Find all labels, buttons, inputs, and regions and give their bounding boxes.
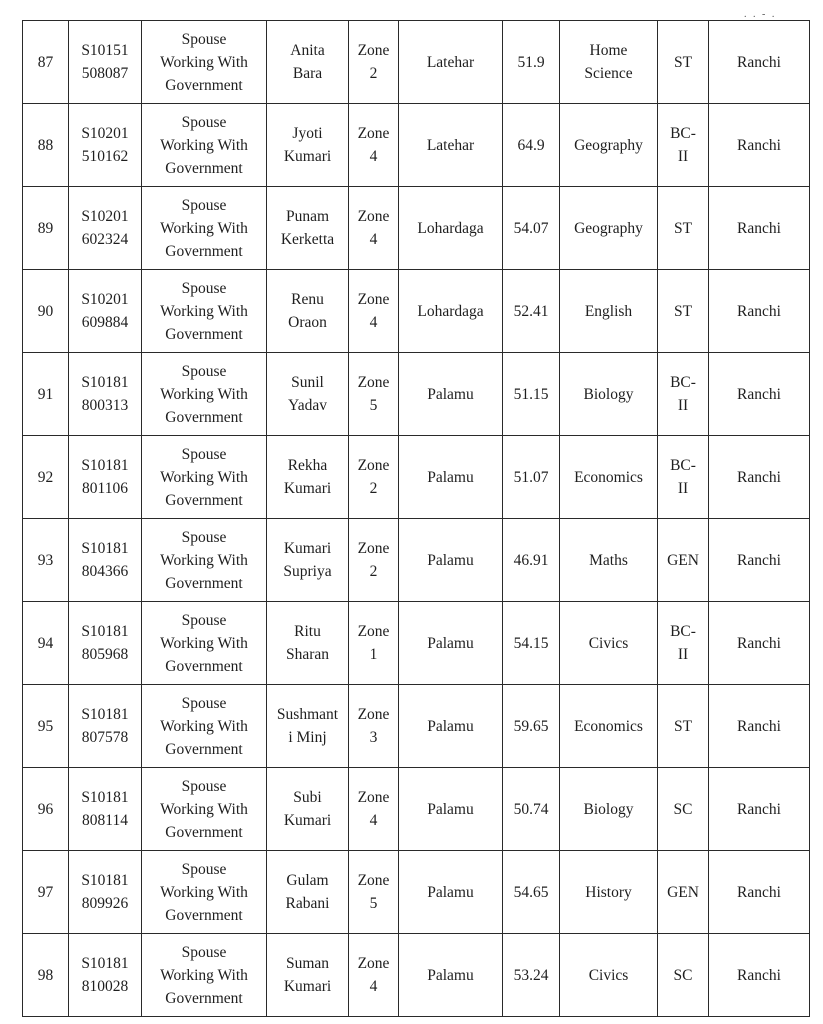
district-cell bbox=[399, 519, 503, 602]
subject-text: History bbox=[585, 883, 632, 901]
marks-cell bbox=[503, 187, 560, 270]
division-text: Ranchi bbox=[737, 551, 781, 569]
category-text: Spouse Working With Government bbox=[160, 943, 248, 1007]
zone-text: Zone 4 bbox=[357, 208, 390, 248]
caste-category-cell bbox=[658, 353, 709, 436]
table-row bbox=[23, 934, 810, 1017]
subject-text: Geography bbox=[574, 136, 643, 154]
candidate-name-text: Sunil Yadav bbox=[288, 374, 327, 414]
district-cell bbox=[399, 21, 503, 104]
zone-text: Zone 4 bbox=[357, 789, 390, 829]
zone-text: Zone 5 bbox=[357, 374, 390, 414]
category-cell bbox=[142, 602, 267, 685]
caste-category-cell bbox=[658, 851, 709, 934]
district-cell bbox=[399, 353, 503, 436]
application-id-cell bbox=[69, 519, 142, 602]
district-text: Latehar bbox=[426, 136, 475, 154]
application-id-cell bbox=[69, 934, 142, 1017]
division-text: Ranchi bbox=[737, 53, 781, 71]
table-row bbox=[23, 519, 810, 602]
zone-text: Zone 4 bbox=[357, 125, 390, 165]
table-row bbox=[23, 353, 810, 436]
application-id-text: S10181 804366 bbox=[81, 540, 129, 580]
marks-cell bbox=[503, 685, 560, 768]
zone-cell bbox=[349, 270, 399, 353]
application-id-text: S10181 810028 bbox=[81, 955, 129, 995]
caste-category-text: SC bbox=[673, 800, 693, 818]
category-cell bbox=[142, 270, 267, 353]
category-cell bbox=[142, 353, 267, 436]
zone-text: Zone 5 bbox=[357, 872, 390, 912]
candidate-name-cell bbox=[267, 104, 349, 187]
category-text: Spouse Working With Government bbox=[160, 362, 248, 426]
table-row bbox=[23, 187, 810, 270]
district-text: Palamu bbox=[427, 551, 474, 569]
division-cell bbox=[709, 685, 810, 768]
zone-cell bbox=[349, 602, 399, 685]
serial-number-cell bbox=[23, 851, 69, 934]
candidate-name-cell bbox=[267, 768, 349, 851]
division-text: Ranchi bbox=[737, 136, 781, 154]
division-cell bbox=[709, 519, 810, 602]
district-text: Palamu bbox=[427, 385, 474, 403]
subject-text: Economics bbox=[574, 717, 643, 735]
marks-text: 54.65 bbox=[513, 883, 549, 901]
candidate-name-text: Anita Bara bbox=[290, 42, 325, 82]
serial-number-text: 89 bbox=[37, 219, 54, 237]
zone-text: Zone 2 bbox=[357, 42, 390, 82]
category-cell bbox=[142, 519, 267, 602]
marks-cell bbox=[503, 104, 560, 187]
subject-cell bbox=[560, 104, 658, 187]
subject-cell bbox=[560, 851, 658, 934]
application-id-cell bbox=[69, 685, 142, 768]
subject-text: Economics bbox=[574, 468, 643, 486]
district-cell bbox=[399, 270, 503, 353]
table-row bbox=[23, 270, 810, 353]
category-cell bbox=[142, 768, 267, 851]
caste-category-cell bbox=[658, 436, 709, 519]
serial-number-cell bbox=[23, 436, 69, 519]
caste-category-cell bbox=[658, 187, 709, 270]
application-id-text: S10181 800313 bbox=[81, 374, 129, 414]
marks-cell bbox=[503, 768, 560, 851]
district-cell bbox=[399, 436, 503, 519]
serial-number-cell bbox=[23, 270, 69, 353]
caste-category-text: ST bbox=[673, 219, 693, 237]
application-id-text: S10201 510162 bbox=[81, 125, 129, 165]
zone-text: Zone 4 bbox=[357, 291, 390, 331]
candidate-name-text: Rekha Kumari bbox=[283, 457, 332, 497]
division-cell bbox=[709, 270, 810, 353]
candidate-name-cell bbox=[267, 21, 349, 104]
candidate-name-text: Jyoti Kumari bbox=[283, 125, 332, 165]
caste-category-text: ST bbox=[673, 53, 693, 71]
district-text: Latehar bbox=[426, 53, 475, 71]
serial-number-cell bbox=[23, 519, 69, 602]
marks-text: 51.07 bbox=[513, 468, 549, 486]
subject-text: Geography bbox=[574, 219, 643, 237]
division-cell bbox=[709, 353, 810, 436]
application-id-cell bbox=[69, 436, 142, 519]
serial-number-cell bbox=[23, 685, 69, 768]
category-text: Spouse Working With Government bbox=[160, 196, 248, 260]
serial-number-text: 95 bbox=[37, 717, 54, 735]
marks-text: 53.24 bbox=[513, 966, 549, 984]
serial-number-text: 94 bbox=[37, 634, 54, 652]
category-cell bbox=[142, 21, 267, 104]
zone-cell bbox=[349, 934, 399, 1017]
category-cell bbox=[142, 851, 267, 934]
division-text: Ranchi bbox=[737, 717, 781, 735]
marks-cell bbox=[503, 436, 560, 519]
marks-text: 54.15 bbox=[513, 634, 549, 652]
category-cell bbox=[142, 104, 267, 187]
subject-cell bbox=[560, 519, 658, 602]
division-cell bbox=[709, 104, 810, 187]
application-id-text: S10181 808114 bbox=[81, 789, 129, 829]
candidate-name-cell bbox=[267, 270, 349, 353]
application-id-cell bbox=[69, 851, 142, 934]
district-cell bbox=[399, 187, 503, 270]
serial-number-cell bbox=[23, 21, 69, 104]
category-text: Spouse Working With Government bbox=[160, 279, 248, 343]
subject-cell bbox=[560, 436, 658, 519]
district-text: Lohardaga bbox=[417, 219, 484, 237]
subject-cell bbox=[560, 21, 658, 104]
candidate-name-text: Ritu Sharan bbox=[285, 623, 330, 663]
application-id-text: S10201 609884 bbox=[81, 291, 129, 331]
zone-cell bbox=[349, 353, 399, 436]
marks-cell bbox=[503, 353, 560, 436]
division-text: Ranchi bbox=[737, 468, 781, 486]
serial-number-text: 98 bbox=[37, 966, 54, 984]
serial-number-text: 93 bbox=[37, 551, 54, 569]
zone-cell bbox=[349, 768, 399, 851]
category-cell bbox=[142, 934, 267, 1017]
subject-text: Home Science bbox=[584, 42, 633, 82]
subject-cell bbox=[560, 187, 658, 270]
serial-number-text: 91 bbox=[37, 385, 54, 403]
serial-number-cell bbox=[23, 602, 69, 685]
candidate-name-text: Sushmant i Minj bbox=[276, 706, 339, 746]
division-text: Ranchi bbox=[737, 385, 781, 403]
zone-cell bbox=[349, 685, 399, 768]
marks-text: 50.74 bbox=[513, 800, 549, 818]
candidate-name-text: Suman Kumari bbox=[283, 955, 332, 995]
caste-category-text: GEN bbox=[667, 551, 699, 569]
application-id-cell bbox=[69, 104, 142, 187]
division-cell bbox=[709, 602, 810, 685]
serial-number-text: 92 bbox=[37, 468, 54, 486]
zone-cell bbox=[349, 436, 399, 519]
category-text: Spouse Working With Government bbox=[160, 777, 248, 841]
serial-number-cell bbox=[23, 768, 69, 851]
marks-cell bbox=[503, 270, 560, 353]
district-text: Palamu bbox=[427, 800, 474, 818]
division-cell bbox=[709, 934, 810, 1017]
application-id-text: S10181 807578 bbox=[81, 706, 129, 746]
district-cell bbox=[399, 768, 503, 851]
category-cell bbox=[142, 436, 267, 519]
candidate-name-text: Punam Kerketta bbox=[280, 208, 335, 248]
division-text: Ranchi bbox=[737, 219, 781, 237]
application-id-text: S10181 805968 bbox=[81, 623, 129, 663]
subject-cell bbox=[560, 602, 658, 685]
division-text: Ranchi bbox=[737, 634, 781, 652]
subject-text: Civics bbox=[588, 634, 629, 652]
zone-text: Zone 4 bbox=[357, 955, 390, 995]
district-text: Lohardaga bbox=[417, 302, 484, 320]
subject-cell bbox=[560, 934, 658, 1017]
table-row bbox=[23, 602, 810, 685]
division-text: Ranchi bbox=[737, 966, 781, 984]
application-id-text: S10201 602324 bbox=[81, 208, 129, 248]
scan-mark: . . - . bbox=[744, 9, 777, 20]
caste-category-cell bbox=[658, 602, 709, 685]
zone-text: Zone 2 bbox=[357, 540, 390, 580]
subject-cell bbox=[560, 353, 658, 436]
district-text: Palamu bbox=[427, 717, 474, 735]
caste-category-cell bbox=[658, 934, 709, 1017]
application-id-cell bbox=[69, 270, 142, 353]
application-id-cell bbox=[69, 353, 142, 436]
marks-cell bbox=[503, 602, 560, 685]
marks-text: 51.9 bbox=[517, 53, 545, 71]
division-cell bbox=[709, 21, 810, 104]
serial-number-text: 88 bbox=[37, 136, 54, 154]
candidate-name-cell bbox=[267, 934, 349, 1017]
subject-text: English bbox=[584, 302, 633, 320]
caste-category-text: BC- II bbox=[670, 457, 696, 497]
application-id-cell bbox=[69, 21, 142, 104]
caste-category-text: ST bbox=[673, 302, 693, 320]
application-id-text: S10181 801106 bbox=[81, 457, 129, 497]
candidate-name-text: Subi Kumari bbox=[283, 789, 332, 829]
category-cell bbox=[142, 685, 267, 768]
application-id-cell bbox=[69, 187, 142, 270]
division-text: Ranchi bbox=[737, 883, 781, 901]
zone-cell bbox=[349, 519, 399, 602]
category-text: Spouse Working With Government bbox=[160, 611, 248, 675]
serial-number-cell bbox=[23, 187, 69, 270]
caste-category-cell bbox=[658, 685, 709, 768]
application-id-text: S10151 508087 bbox=[81, 42, 129, 82]
district-text: Palamu bbox=[427, 883, 474, 901]
table-row bbox=[23, 21, 810, 104]
table-row bbox=[23, 436, 810, 519]
district-text: Palamu bbox=[427, 468, 474, 486]
caste-category-text: BC- II bbox=[670, 125, 696, 165]
marks-text: 51.15 bbox=[513, 385, 549, 403]
zone-text: Zone 3 bbox=[357, 706, 390, 746]
subject-cell bbox=[560, 685, 658, 768]
district-text: Palamu bbox=[427, 634, 474, 652]
district-cell bbox=[399, 934, 503, 1017]
marks-text: 46.91 bbox=[513, 551, 549, 569]
subject-text: Biology bbox=[583, 385, 634, 403]
candidate-table bbox=[22, 20, 810, 1017]
subject-cell bbox=[560, 768, 658, 851]
marks-cell bbox=[503, 851, 560, 934]
caste-category-text: GEN bbox=[667, 883, 699, 901]
candidate-name-text: Kumari Supriya bbox=[283, 540, 332, 580]
caste-category-cell bbox=[658, 104, 709, 187]
serial-number-cell bbox=[23, 934, 69, 1017]
caste-category-cell bbox=[658, 270, 709, 353]
category-cell bbox=[142, 187, 267, 270]
application-id-cell bbox=[69, 602, 142, 685]
division-cell bbox=[709, 187, 810, 270]
caste-category-text: BC- II bbox=[670, 623, 696, 663]
division-text: Ranchi bbox=[737, 800, 781, 818]
candidate-name-cell bbox=[267, 353, 349, 436]
category-text: Spouse Working With Government bbox=[160, 113, 248, 177]
marks-text: 59.65 bbox=[513, 717, 549, 735]
caste-category-cell bbox=[658, 21, 709, 104]
caste-category-cell bbox=[658, 768, 709, 851]
subject-text: Maths bbox=[589, 551, 628, 569]
marks-text: 54.07 bbox=[513, 219, 549, 237]
candidate-name-cell bbox=[267, 519, 349, 602]
category-text: Spouse Working With Government bbox=[160, 528, 248, 592]
zone-cell bbox=[349, 104, 399, 187]
candidate-name-cell bbox=[267, 851, 349, 934]
marks-cell bbox=[503, 934, 560, 1017]
category-text: Spouse Working With Government bbox=[160, 860, 248, 924]
marks-cell bbox=[503, 519, 560, 602]
division-cell bbox=[709, 851, 810, 934]
caste-category-cell bbox=[658, 519, 709, 602]
marks-text: 64.9 bbox=[517, 136, 545, 154]
serial-number-cell bbox=[23, 104, 69, 187]
table-row bbox=[23, 685, 810, 768]
candidate-name-cell bbox=[267, 685, 349, 768]
candidate-name-cell bbox=[267, 602, 349, 685]
district-cell bbox=[399, 602, 503, 685]
serial-number-text: 90 bbox=[37, 302, 54, 320]
marks-text: 52.41 bbox=[513, 302, 549, 320]
district-text: Palamu bbox=[427, 966, 474, 984]
category-text: Spouse Working With Government bbox=[160, 694, 248, 758]
caste-category-text: BC- II bbox=[670, 374, 696, 414]
caste-category-text: SC bbox=[673, 966, 693, 984]
candidate-name-cell bbox=[267, 187, 349, 270]
candidate-table-body bbox=[23, 21, 810, 1017]
caste-category-text: ST bbox=[673, 717, 693, 735]
division-cell bbox=[709, 768, 810, 851]
subject-text: Biology bbox=[583, 800, 634, 818]
serial-number-text: 87 bbox=[37, 53, 54, 71]
category-text: Spouse Working With Government bbox=[160, 445, 248, 509]
table-row bbox=[23, 768, 810, 851]
table-row bbox=[23, 851, 810, 934]
zone-cell bbox=[349, 187, 399, 270]
subject-text: Civics bbox=[588, 966, 629, 984]
division-text: Ranchi bbox=[737, 302, 781, 320]
marks-cell bbox=[503, 21, 560, 104]
table-row bbox=[23, 104, 810, 187]
category-text: Spouse Working With Government bbox=[160, 30, 248, 94]
zone-cell bbox=[349, 851, 399, 934]
candidate-name-text: Gulam Rabani bbox=[285, 872, 330, 912]
subject-cell bbox=[560, 270, 658, 353]
zone-text: Zone 1 bbox=[357, 623, 390, 663]
candidate-name-text: Renu Oraon bbox=[288, 291, 327, 331]
candidate-name-cell bbox=[267, 436, 349, 519]
district-cell bbox=[399, 851, 503, 934]
application-id-text: S10181 809926 bbox=[81, 872, 129, 912]
district-cell bbox=[399, 104, 503, 187]
serial-number-text: 97 bbox=[37, 883, 54, 901]
division-cell bbox=[709, 436, 810, 519]
district-cell bbox=[399, 685, 503, 768]
application-id-cell bbox=[69, 768, 142, 851]
zone-cell bbox=[349, 21, 399, 104]
serial-number-cell bbox=[23, 353, 69, 436]
zone-text: Zone 2 bbox=[357, 457, 390, 497]
serial-number-text: 96 bbox=[37, 800, 54, 818]
